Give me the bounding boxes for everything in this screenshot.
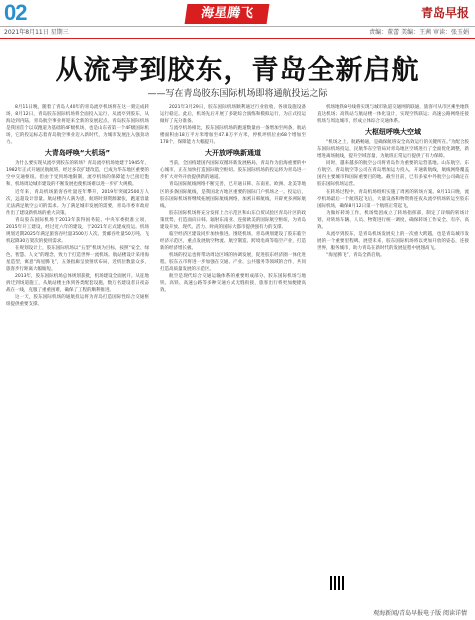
paragraph: 这一天，胶东国际机场的通航投运将为青岛打造国际性综合交通枢纽提供重要支撑。: [6, 295, 149, 308]
paragraph: 临空经济区建设同步加快推进。围绕机场，青岛规划建设了胶东临空经济示范区，重点发展航空物流、航空制造、跨境电商等临空产业，打造新的经济增长极。: [160, 231, 306, 251]
section-heading: 大枢纽呼唤大空域: [365, 128, 421, 137]
article-subhead: ——写在青岛胶东国际机场即将通航投运之际: [147, 89, 328, 99]
paragraph: 为做好转场工作，机场集团成立了转场指挥部，制定了详细的转场计划，对转场车辆、人员、物资进行统一调度，确保转场工作安全、有序、高效。: [317, 210, 469, 230]
paragraph: 2021年3月29日，胶东国际机场顺利通过行业验收，各项设施设备运行稳定。此后，机场先后开展了多轮综合演练和模拟运行，为正式投运做好了充分准备。: [160, 105, 306, 125]
footer-note: 观海新闻/青岛早报电子版 阅读详情: [373, 610, 467, 617]
section-heading: 大青岛呼唤“大机场”: [44, 149, 111, 158]
paragraph: 当前，全国构建国内国际双循环新发展格局，青岛作为沿海重要的中心城市，正在加快打造国际航空枢纽。胶东国际机场的投运将为青岛进一步扩大对外开放提供新的通道。: [160, 161, 306, 181]
paragraph: 在转场过程中，青岛机场组织实施了周密的转场方案。8月11日晚，流亭机场最后一个航班起飞后，大量设备和物资将连夜从流亭机场转运至胶东国际机场，确保8月12日第一个航班正常起飞。: [317, 189, 469, 209]
header-accent-rule: [0, 38, 475, 39]
paragraph: 为什么要实现从流亭到胶东的转场？青岛流亭机场始建于1945年，1982年正式开通民航航班，经过多次扩建改造，已成为华东地区重要的空中交通枢纽。但由于受到场地限制，流亭机场的保障能力已接近饱和，机场周边城市建设的不断发展也使机场难以进一步扩大规模。: [6, 161, 149, 188]
article-column-3: [317, 104, 469, 259]
date-line: 2021年8月11日 星期三: [4, 29, 69, 36]
page-footer: [0, 606, 475, 620]
paragraph: 与流亭机场相比，胶东国际机场的跑道数量由一条增加至两条，航站楼面积由18万平方米增加至47.8万平方米，停机坪机位由68个增加至178个，保障能力大幅提升。: [160, 126, 306, 146]
paragraph: “机场之上，航路畅通，是确保航班安全高效运行的关键所在。”为配合胶东国际机场投运，民航华东空管局对青岛地区空域进行了全面优化调整，新增进离场航线，提升空域容量，为航班正常运行提供了有力保障。: [317, 140, 469, 160]
paragraph: 胶东国际机场将充分发挥上合示范区和山东自贸试验区青岛片区的政策优势，打造面向日韩、辐射东南亚、连接欧美的国际航空枢纽，为青岛建设开放、现代、活力、时尚的国际大都市提供强有力的支撑。: [160, 210, 306, 230]
paragraph: 近年来，青岛机场旅客吞吐量连年攀升，2019年突破2500万人次，远超设计容量。航站楼内人满为患，航班时刻资源紧张，跑道容量无法满足航空公司的需求。为了满足城市发展的需要，青岛市委市政府作出了建设新机场的重大决策。: [6, 189, 149, 216]
paragraph: 青岛国际航线网络不断完善，已开通日韩、东南亚、欧洲、北美等地区的多条国际航线，是我国北方地区重要的国际门户机场之一。投运后，胶东国际机场将继续拓展国际航线网络，加密日韩航线，开辟更多洲际航线。: [160, 182, 306, 209]
article-headline: 从流亭到胶东，青岛全新启航: [55, 55, 420, 86]
section-heading: 大开放呼唤新通道: [205, 149, 261, 158]
paragraph: 机场地铁8号线将实现与城市轨道交通网的联通，旅客可从市区乘坐地铁直达机场；高铁站与航站楼一体化设计，实现空铁联运；高速公路网络连接机场与周边城市，形成立体综合交通体系。: [317, 105, 469, 125]
article-column-1: [6, 104, 149, 308]
paragraph: 在规划设计上，胶东国际机场以“五型”机场为目标，按照“安全、绿色、智慧、人文”的理念，致力于打造世界一流机场。航站楼设计采用海星造型，寓意“海星腾飞”，五条指廊呈放射状布局，近机位数量众多，旅客步行距离大幅缩短。: [6, 245, 149, 273]
paragraph: 同时，越来越多的航空公司将青岛作为重要的运营基地。山东航空、东方航空、青岛航空等公司在青岛增加运力投入，开通新航线，航线网络覆盖国内主要城市和国际重要目的地。截至目前，已有多家中外航空公司确定在胶东国际机场运营。: [317, 161, 469, 188]
qr-code-icon: [330, 576, 344, 590]
editor-line: 责编：董蕾 美编：王茜 审读：张玉娟: [369, 29, 469, 36]
paragraph: 青岛胶东国际机场于2013年获得国务院、中央军委批准立项，2015年开工建设，经过近六年的建设，于2021年正式建成投运。机场规划近期2025年满足旅客吞吐量3500万人次、货邮吞吐量50万吨、飞机起降30万架次的使用需求。: [6, 217, 149, 244]
paragraph: 航空是现代综合交通运输体系的重要组成部分。胶东国际机场与地铁、高铁、高速公路等多种交通方式无缝衔接，旅客出行将更加便捷高效。: [160, 274, 306, 294]
paragraph: “海星腾飞”，青岛全新启航。: [326, 252, 385, 258]
paragraph: 8月11日晚，随着了青岛人40年的青岛流亭机场将在这一刻完成转场，8月12日，青岛胶东国际机场将全面投入运行，从流亭到胶东，从海边到内陆，青岛航空事业将迎来全新的发展起点。青岛胶东国际机场是我国首个以双跑道为基础的4F级机场，也是山东省第一个4F级国际机场，它的投运标志着青岛航空事业迈入新时代，为城市发展注入强劲动力。: [6, 105, 149, 146]
paragraph: 从流亭到胶东，是青岛机场发展史上的一次重大跨越，也是青岛城市发展的一个重要里程碑。展望未来，胶东国际机场将以更加开放的姿态，连接世界，服务城市，助力青岛在新时代的发展征程中展翅高飞。: [317, 231, 469, 251]
page-number: 02: [4, 0, 27, 25]
paragraph: 机场的投运也将带动周边区域的协调发展，促进胶东经济圈一体化进程。胶东五市将进一步加强在交通、产业、公共服务等领域的合作，共同打造高质量发展的示范区。: [160, 252, 306, 273]
paragraph: 2013年，胶东国际机场总体规划获批，机场建设全面展开。从征地拆迁到场道施工，从航站楼主体到各类配套设施，数万名建设者日夜奋战在一线，克服了重重困难，确保了工程的顺利推进。: [6, 274, 149, 294]
section-masthead: 海星腾飞: [185, 4, 270, 24]
page-header: [0, 0, 475, 26]
newspaper-brand: 青岛早报: [420, 6, 469, 20]
article-column-2: [160, 104, 306, 294]
